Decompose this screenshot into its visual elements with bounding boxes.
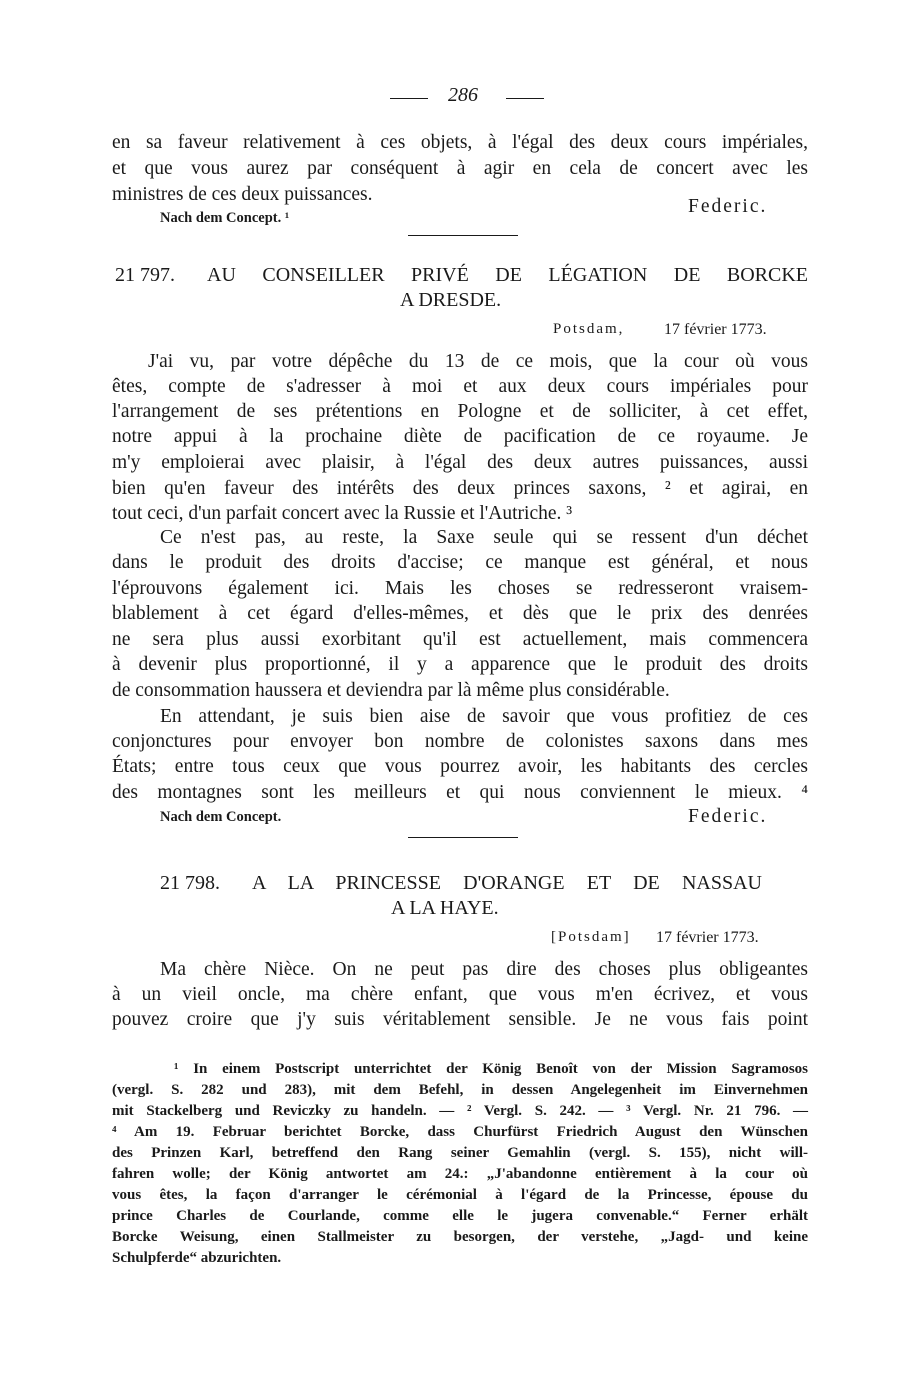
source-note: Nach dem Concept. bbox=[160, 809, 282, 825]
footnote-line: Schulpferde“ abzurichten. bbox=[112, 1250, 282, 1266]
letter-number: 21 797. bbox=[115, 264, 175, 286]
text-line: dans le produit des droits d'accise; ce manque est général, et nous bbox=[112, 552, 808, 573]
footnote-line: ¹ In einem Postscript unterrichtet der König Benoît von der Mission Sagramosos bbox=[174, 1061, 808, 1077]
text-line: en sa faveur relativement à ces objets, à l'égal des deux cours impériales, bbox=[112, 132, 808, 153]
text-line: l'arrangement de ses prétentions en Pologne et de solliciter, à cet effet, bbox=[112, 401, 808, 422]
text-line: conjonctures pour envoyer bon nombre de colonistes saxons dans mes bbox=[112, 731, 808, 752]
separator-rule bbox=[408, 837, 518, 838]
signature: Federic. bbox=[688, 806, 768, 827]
letter-heading: AU CONSEILLER PRIVÉ DE LÉGATION DE BORCKE bbox=[207, 264, 808, 286]
text-line: ne sera plus aussi exorbitant qu'il est actuellement, mais commencera bbox=[112, 629, 808, 650]
text-line: J'ai vu, par votre dépêche du 13 de ce mois, que la cour où vous bbox=[148, 351, 808, 372]
source-note: Nach dem Concept. ¹ bbox=[160, 210, 290, 226]
text-line: de consommation haussera et deviendra par là même plus considérable. bbox=[112, 680, 670, 701]
dateline-date: 17 février 1773. bbox=[664, 321, 767, 338]
footnote-line: mit Stackelberg und Reviczky zu handeln. — ² Vergl. S. 242. — ³ Vergl. Nr. 21 796. — bbox=[112, 1103, 808, 1119]
letter-heading-place: A DRESDE. bbox=[400, 289, 502, 311]
footnote-line: ⁴ Am 19. Februar berichtet Borcke, dass Churfürst Friedrich August den Wünschen bbox=[112, 1124, 808, 1140]
text-line: États; entre tous ceux que vous pourrez avoir, les habitants des cercles bbox=[112, 756, 808, 777]
page-number: 286 bbox=[448, 84, 478, 106]
letter-number: 21 798. bbox=[160, 872, 220, 894]
text-line: Ma chère Nièce. On ne peut pas dire des choses plus obligeantes bbox=[160, 959, 808, 980]
text-line: bien qu'en faveur des intérêts des deux princes saxons, ² et agirai, en bbox=[112, 478, 808, 499]
text-line: et que vous aurez par conséquent à agir en cela de concert avec les bbox=[112, 158, 808, 179]
text-line: tout ceci, d'un parfait concert avec la Russie et l'Autriche. ³ bbox=[112, 503, 573, 524]
text-line: êtes, compte de s'adresser à moi et aux deux cours impériales pour bbox=[112, 376, 808, 397]
letter-heading-place: A LA HAYE. bbox=[391, 897, 499, 919]
text-line: à un vieil oncle, ma chère enfant, que vous m'en écrivez, et vous bbox=[112, 984, 808, 1005]
text-line: ministres de ces deux puissances. bbox=[112, 184, 373, 205]
footnote-line: fahren wolle; der König antwortet am 24.: „J'abandonne entièrement à la cour où bbox=[112, 1166, 808, 1182]
footnote-line: prince Charles de Courlande, comme elle le jugera convenable.“ Ferner erhält bbox=[112, 1208, 808, 1224]
page-number-dash-left bbox=[390, 98, 428, 99]
dateline-place: [Potsdam] bbox=[551, 929, 631, 945]
text-line: à devenir plus proportionné, il y a apparence que le produit des droits bbox=[112, 654, 808, 675]
dateline-date: 17 février 1773. bbox=[656, 929, 759, 946]
footnote-line: Borcke Weisung, einen Stallmeister zu besorgen, der verstehe, „Jagd- und keine bbox=[112, 1229, 808, 1245]
text-line: notre appui à la prochaine diète de pacification de ce royaume. Je bbox=[112, 426, 808, 447]
text-line: des montagnes sont les meilleurs et qui nous conviennent le mieux. ⁴ bbox=[112, 782, 808, 803]
text-line: Ce n'est pas, au reste, la Saxe seule qui se ressent d'un déchet bbox=[160, 527, 808, 548]
signature: Federic. bbox=[688, 196, 768, 217]
dateline-place: Potsdam, bbox=[553, 321, 625, 337]
footnote-line: des Prinzen Karl, betreffend den Rang seiner Gemahlin (vergl. S. 155), nicht will- bbox=[112, 1145, 808, 1161]
text-line: blablement à cet égard d'elles-mêmes, et dès que le prix des denrées bbox=[112, 603, 808, 624]
footnote-line: vous êtes, la façon d'arranger le cérémonial à l'égard de la Princesse, épouse du bbox=[112, 1187, 808, 1203]
text-line: m'y emploierai avec plaisir, à l'égal des deux autres puissances, aussi bbox=[112, 452, 808, 473]
footnote-line: (vergl. S. 282 und 283), mit dem Befehl, in dessen Angelegenheit im Einvernehmen bbox=[112, 1082, 808, 1098]
page-number-dash-right bbox=[506, 98, 544, 99]
text-line: pouvez croire que j'y suis véritablement sensible. Je ne vous fais point bbox=[112, 1009, 808, 1030]
letter-heading: A LA PRINCESSE D'ORANGE ET DE NASSAU bbox=[252, 872, 762, 894]
separator-rule bbox=[408, 235, 518, 236]
text-line: En attendant, je suis bien aise de savoir que vous profitiez de ces bbox=[160, 706, 808, 727]
text-line: l'éprouvons également ici. Mais les choses se redresseront vraisem- bbox=[112, 578, 808, 599]
